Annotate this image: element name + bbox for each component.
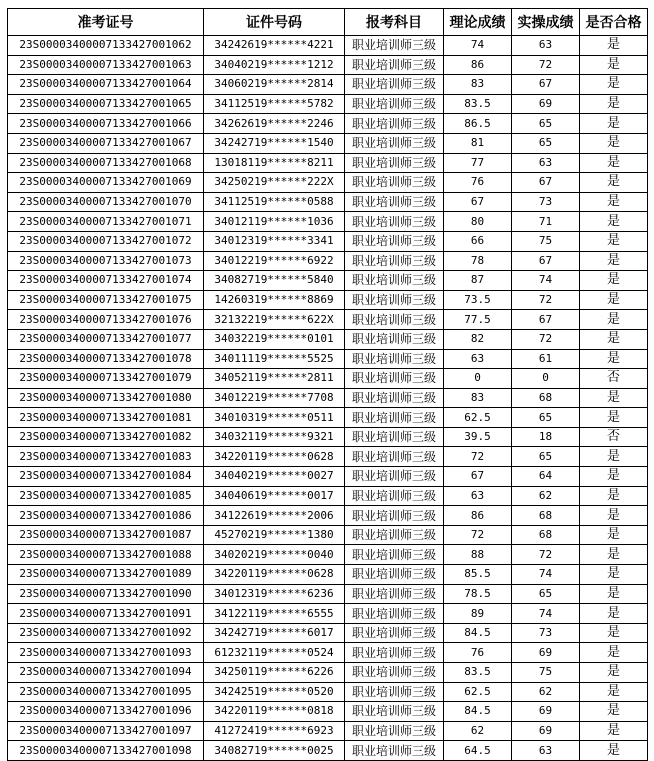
passed-cell: 是: [580, 721, 648, 741]
subject-cell: 职业培训师三级: [345, 408, 444, 428]
passed-cell: 是: [580, 310, 648, 330]
table-row: [8, 36, 648, 56]
practical-score-cell: 65: [512, 584, 580, 604]
practical-score-cell: 67: [512, 75, 580, 95]
table-row: [8, 133, 648, 153]
passed-cell: 是: [580, 702, 648, 722]
exam-number-cell: 23S00003400007133427001064: [8, 75, 204, 95]
theory-score-cell: 86: [444, 55, 512, 75]
theory-score-cell: 83.5: [444, 94, 512, 114]
header-row: [8, 9, 648, 36]
id-number-cell: 34112519******5782: [204, 94, 345, 114]
theory-score-cell: 84.5: [444, 623, 512, 643]
id-number-cell: 34032219******0101: [204, 329, 345, 349]
theory-score-cell: 62.5: [444, 408, 512, 428]
theory-score-cell: 85.5: [444, 565, 512, 585]
subject-cell: 职业培训师三级: [345, 467, 444, 487]
practical-score-cell: 62: [512, 486, 580, 506]
passed-cell: 是: [580, 408, 648, 428]
passed-cell: 是: [580, 486, 648, 506]
theory-score-cell: 77: [444, 153, 512, 173]
exam-number-cell: 23S00003400007133427001062: [8, 36, 204, 56]
exam-number-cell: 23S00003400007133427001092: [8, 623, 204, 643]
subject-cell: 职业培训师三级: [345, 251, 444, 271]
practical-score-cell: 67: [512, 173, 580, 193]
theory-score-cell: 39.5: [444, 427, 512, 447]
theory-score-cell: 62.5: [444, 682, 512, 702]
exam-number-cell: 23S00003400007133427001069: [8, 173, 204, 193]
subject-cell: 职业培训师三级: [345, 721, 444, 741]
id-number-cell: 34012319******3341: [204, 231, 345, 251]
table-row: [8, 604, 648, 624]
theory-score-cell: 76: [444, 643, 512, 663]
subject-cell: 职业培训师三级: [345, 271, 444, 291]
practical-score-cell: 72: [512, 329, 580, 349]
theory-score-cell: 72: [444, 447, 512, 467]
theory-score-cell: 78: [444, 251, 512, 271]
passed-cell: 是: [580, 741, 648, 761]
exam-number-cell: 23S00003400007133427001078: [8, 349, 204, 369]
id-number-cell: 34242719******1540: [204, 133, 345, 153]
subject-cell: 职业培训师三级: [345, 545, 444, 565]
subject-cell: 职业培训师三级: [345, 369, 444, 389]
table-row: [8, 525, 648, 545]
id-number-cell: 14260319******8869: [204, 290, 345, 310]
subject-cell: 职业培训师三级: [345, 506, 444, 526]
subject-cell: 职业培训师三级: [345, 55, 444, 75]
passed-cell: 是: [580, 114, 648, 134]
practical-score-cell: 65: [512, 114, 580, 134]
subject-cell: 职业培训师三级: [345, 643, 444, 663]
id-number-cell: 34082719******0025: [204, 741, 345, 761]
header-exam-number: 准考证号: [8, 9, 204, 36]
exam-number-cell: 23S00003400007133427001085: [8, 486, 204, 506]
exam-number-cell: 23S00003400007133427001079: [8, 369, 204, 389]
theory-score-cell: 63: [444, 486, 512, 506]
table-row: [8, 408, 648, 428]
practical-score-cell: 65: [512, 408, 580, 428]
table-row: [8, 682, 648, 702]
passed-cell: 是: [580, 153, 648, 173]
id-number-cell: 34122619******2006: [204, 506, 345, 526]
passed-cell: 是: [580, 663, 648, 683]
practical-score-cell: 71: [512, 212, 580, 232]
subject-cell: 职业培训师三级: [345, 329, 444, 349]
theory-score-cell: 67: [444, 192, 512, 212]
exam-number-cell: 23S00003400007133427001072: [8, 231, 204, 251]
subject-cell: 职业培训师三级: [345, 584, 444, 604]
header-subject: 报考科目: [345, 9, 444, 36]
passed-cell: 是: [580, 643, 648, 663]
id-number-cell: 34242519******0520: [204, 682, 345, 702]
practical-score-cell: 67: [512, 251, 580, 271]
passed-cell: 是: [580, 231, 648, 251]
subject-cell: 职业培训师三级: [345, 75, 444, 95]
subject-cell: 职业培训师三级: [345, 388, 444, 408]
subject-cell: 职业培训师三级: [345, 486, 444, 506]
theory-score-cell: 78.5: [444, 584, 512, 604]
exam-number-cell: 23S00003400007133427001088: [8, 545, 204, 565]
theory-score-cell: 72: [444, 525, 512, 545]
id-number-cell: 34220119******0628: [204, 565, 345, 585]
table-row: [8, 114, 648, 134]
practical-score-cell: 65: [512, 133, 580, 153]
id-number-cell: 34020219******0040: [204, 545, 345, 565]
practical-score-cell: 73: [512, 192, 580, 212]
id-number-cell: 34060219******2814: [204, 75, 345, 95]
header-practical-score: 实操成绩: [512, 9, 580, 36]
table-row: [8, 663, 648, 683]
table-row: [8, 506, 648, 526]
practical-score-cell: 68: [512, 388, 580, 408]
subject-cell: 职业培训师三级: [345, 623, 444, 643]
exam-number-cell: 23S00003400007133427001093: [8, 643, 204, 663]
exam-number-cell: 23S00003400007133427001096: [8, 702, 204, 722]
table-row: [8, 271, 648, 291]
header-passed: 是否合格: [580, 9, 648, 36]
theory-score-cell: 84.5: [444, 702, 512, 722]
exam-number-cell: 23S00003400007133427001071: [8, 212, 204, 232]
exam-number-cell: 23S00003400007133427001081: [8, 408, 204, 428]
passed-cell: 是: [580, 623, 648, 643]
table-row: [8, 486, 648, 506]
id-number-cell: 34012219******7708: [204, 388, 345, 408]
practical-score-cell: 69: [512, 94, 580, 114]
practical-score-cell: 64: [512, 467, 580, 487]
passed-cell: 是: [580, 192, 648, 212]
practical-score-cell: 68: [512, 506, 580, 526]
id-number-cell: 34052119******2811: [204, 369, 345, 389]
practical-score-cell: 69: [512, 643, 580, 663]
theory-score-cell: 82: [444, 329, 512, 349]
practical-score-cell: 74: [512, 565, 580, 585]
passed-cell: 是: [580, 388, 648, 408]
exam-number-cell: 23S00003400007133427001087: [8, 525, 204, 545]
exam-number-cell: 23S00003400007133427001089: [8, 565, 204, 585]
passed-cell: 否: [580, 427, 648, 447]
subject-cell: 职业培训师三级: [345, 192, 444, 212]
practical-score-cell: 72: [512, 55, 580, 75]
practical-score-cell: 63: [512, 741, 580, 761]
theory-score-cell: 66: [444, 231, 512, 251]
id-number-cell: 34242619******4221: [204, 36, 345, 56]
subject-cell: 职业培训师三级: [345, 153, 444, 173]
subject-cell: 职业培训师三级: [345, 36, 444, 56]
exam-number-cell: 23S00003400007133427001076: [8, 310, 204, 330]
id-number-cell: 34250119******6226: [204, 663, 345, 683]
table-row: [8, 467, 648, 487]
exam-number-cell: 23S00003400007133427001077: [8, 329, 204, 349]
practical-score-cell: 75: [512, 663, 580, 683]
table-row: [8, 290, 648, 310]
passed-cell: 是: [580, 447, 648, 467]
header-id-number: 证件号码: [204, 9, 345, 36]
passed-cell: 是: [580, 349, 648, 369]
exam-number-cell: 23S00003400007133427001083: [8, 447, 204, 467]
table-row: [8, 388, 648, 408]
exam-number-cell: 23S00003400007133427001082: [8, 427, 204, 447]
id-number-cell: 34012119******1036: [204, 212, 345, 232]
passed-cell: 是: [580, 94, 648, 114]
theory-score-cell: 64.5: [444, 741, 512, 761]
table-row: [8, 212, 648, 232]
id-number-cell: 34250219******222X: [204, 173, 345, 193]
practical-score-cell: 69: [512, 702, 580, 722]
subject-cell: 职业培训师三级: [345, 427, 444, 447]
theory-score-cell: 0: [444, 369, 512, 389]
id-number-cell: 34262619******2246: [204, 114, 345, 134]
theory-score-cell: 81: [444, 133, 512, 153]
id-number-cell: 34012219******6922: [204, 251, 345, 271]
subject-cell: 职业培训师三级: [345, 682, 444, 702]
practical-score-cell: 18: [512, 427, 580, 447]
table-row: [8, 721, 648, 741]
practical-score-cell: 73: [512, 623, 580, 643]
table-row: [8, 623, 648, 643]
passed-cell: 是: [580, 584, 648, 604]
subject-cell: 职业培训师三级: [345, 133, 444, 153]
theory-score-cell: 86.5: [444, 114, 512, 134]
id-number-cell: 32132219******622X: [204, 310, 345, 330]
practical-score-cell: 67: [512, 310, 580, 330]
practical-score-cell: 74: [512, 271, 580, 291]
practical-score-cell: 72: [512, 545, 580, 565]
id-number-cell: 41272419******6923: [204, 721, 345, 741]
table-row: [8, 741, 648, 761]
subject-cell: 职业培训师三级: [345, 702, 444, 722]
exam-number-cell: 23S00003400007133427001065: [8, 94, 204, 114]
table-row: [8, 349, 648, 369]
id-number-cell: 34220119******0628: [204, 447, 345, 467]
id-number-cell: 34010319******0511: [204, 408, 345, 428]
theory-score-cell: 83: [444, 75, 512, 95]
table-row: [8, 153, 648, 173]
exam-number-cell: 23S00003400007133427001074: [8, 271, 204, 291]
subject-cell: 职业培训师三级: [345, 565, 444, 585]
theory-score-cell: 83: [444, 388, 512, 408]
exam-number-cell: 23S00003400007133427001080: [8, 388, 204, 408]
exam-number-cell: 23S00003400007133427001086: [8, 506, 204, 526]
id-number-cell: 34040219******1212: [204, 55, 345, 75]
cropped-previous-row: [0, 0, 654, 4]
id-number-cell: 34082719******5840: [204, 271, 345, 291]
id-number-cell: 34012319******6236: [204, 584, 345, 604]
table-row: [8, 94, 648, 114]
practical-score-cell: 74: [512, 604, 580, 624]
theory-score-cell: 77.5: [444, 310, 512, 330]
passed-cell: 是: [580, 467, 648, 487]
table-row: [8, 192, 648, 212]
exam-number-cell: 23S00003400007133427001068: [8, 153, 204, 173]
theory-score-cell: 74: [444, 36, 512, 56]
header-theory-score: 理论成绩: [444, 9, 512, 36]
table-row: [8, 427, 648, 447]
passed-cell: 是: [580, 525, 648, 545]
exam-number-cell: 23S00003400007133427001070: [8, 192, 204, 212]
exam-number-cell: 23S00003400007133427001073: [8, 251, 204, 271]
table-row: [8, 643, 648, 663]
table-row: [8, 545, 648, 565]
table-row: [8, 584, 648, 604]
exam-number-cell: 23S00003400007133427001075: [8, 290, 204, 310]
id-number-cell: 34040619******0017: [204, 486, 345, 506]
passed-cell: 是: [580, 212, 648, 232]
passed-cell: 是: [580, 75, 648, 95]
exam-number-cell: 23S00003400007133427001090: [8, 584, 204, 604]
passed-cell: 是: [580, 545, 648, 565]
table-row: [8, 251, 648, 271]
id-number-cell: 34040219******0027: [204, 467, 345, 487]
table-row: [8, 447, 648, 467]
subject-cell: 职业培训师三级: [345, 310, 444, 330]
table-row: [8, 702, 648, 722]
passed-cell: 是: [580, 55, 648, 75]
practical-score-cell: 69: [512, 721, 580, 741]
exam-number-cell: 23S00003400007133427001063: [8, 55, 204, 75]
practical-score-cell: 0: [512, 369, 580, 389]
table-row: [8, 369, 648, 389]
theory-score-cell: 63: [444, 349, 512, 369]
exam-number-cell: 23S00003400007133427001067: [8, 133, 204, 153]
table-row: [8, 565, 648, 585]
practical-score-cell: 63: [512, 36, 580, 56]
subject-cell: 职业培训师三级: [345, 447, 444, 467]
subject-cell: 职业培训师三级: [345, 212, 444, 232]
theory-score-cell: 67: [444, 467, 512, 487]
id-number-cell: 34011119******5525: [204, 349, 345, 369]
practical-score-cell: 63: [512, 153, 580, 173]
score-table: [7, 8, 648, 761]
subject-cell: 职业培训师三级: [345, 604, 444, 624]
subject-cell: 职业培训师三级: [345, 173, 444, 193]
theory-score-cell: 73.5: [444, 290, 512, 310]
passed-cell: 是: [580, 251, 648, 271]
exam-number-cell: 23S00003400007133427001097: [8, 721, 204, 741]
subject-cell: 职业培训师三级: [345, 525, 444, 545]
theory-score-cell: 83.5: [444, 663, 512, 683]
id-number-cell: 45270219******1380: [204, 525, 345, 545]
exam-number-cell: 23S00003400007133427001095: [8, 682, 204, 702]
exam-number-cell: 23S00003400007133427001098: [8, 741, 204, 761]
practical-score-cell: 65: [512, 447, 580, 467]
theory-score-cell: 80: [444, 212, 512, 232]
table-row: [8, 173, 648, 193]
passed-cell: 是: [580, 682, 648, 702]
subject-cell: 职业培训师三级: [345, 741, 444, 761]
passed-cell: 是: [580, 173, 648, 193]
passed-cell: 是: [580, 604, 648, 624]
exam-number-cell: 23S00003400007133427001094: [8, 663, 204, 683]
practical-score-cell: 68: [512, 525, 580, 545]
table-row: [8, 329, 648, 349]
table-row: [8, 75, 648, 95]
practical-score-cell: 72: [512, 290, 580, 310]
id-number-cell: 13018119******8211: [204, 153, 345, 173]
id-number-cell: 34032119******9321: [204, 427, 345, 447]
passed-cell: 是: [580, 36, 648, 56]
subject-cell: 职业培训师三级: [345, 663, 444, 683]
id-number-cell: 34122119******6555: [204, 604, 345, 624]
id-number-cell: 34112519******0588: [204, 192, 345, 212]
table-row: [8, 310, 648, 330]
exam-number-cell: 23S00003400007133427001066: [8, 114, 204, 134]
practical-score-cell: 75: [512, 231, 580, 251]
subject-cell: 职业培训师三级: [345, 290, 444, 310]
theory-score-cell: 86: [444, 506, 512, 526]
theory-score-cell: 62: [444, 721, 512, 741]
passed-cell: 是: [580, 271, 648, 291]
passed-cell: 是: [580, 565, 648, 585]
id-number-cell: 34242719******6017: [204, 623, 345, 643]
subject-cell: 职业培训师三级: [345, 114, 444, 134]
subject-cell: 职业培训师三级: [345, 231, 444, 251]
passed-cell: 是: [580, 133, 648, 153]
practical-score-cell: 61: [512, 349, 580, 369]
passed-cell: 否: [580, 369, 648, 389]
practical-score-cell: 62: [512, 682, 580, 702]
passed-cell: 是: [580, 290, 648, 310]
table-row: [8, 55, 648, 75]
subject-cell: 职业培训师三级: [345, 94, 444, 114]
subject-cell: 职业培训师三级: [345, 349, 444, 369]
theory-score-cell: 87: [444, 271, 512, 291]
theory-score-cell: 76: [444, 173, 512, 193]
theory-score-cell: 88: [444, 545, 512, 565]
exam-number-cell: 23S00003400007133427001084: [8, 467, 204, 487]
exam-number-cell: 23S00003400007133427001091: [8, 604, 204, 624]
theory-score-cell: 89: [444, 604, 512, 624]
id-number-cell: 34220119******0818: [204, 702, 345, 722]
table-row: [8, 231, 648, 251]
passed-cell: 是: [580, 329, 648, 349]
id-number-cell: 61232119******0524: [204, 643, 345, 663]
passed-cell: 是: [580, 506, 648, 526]
